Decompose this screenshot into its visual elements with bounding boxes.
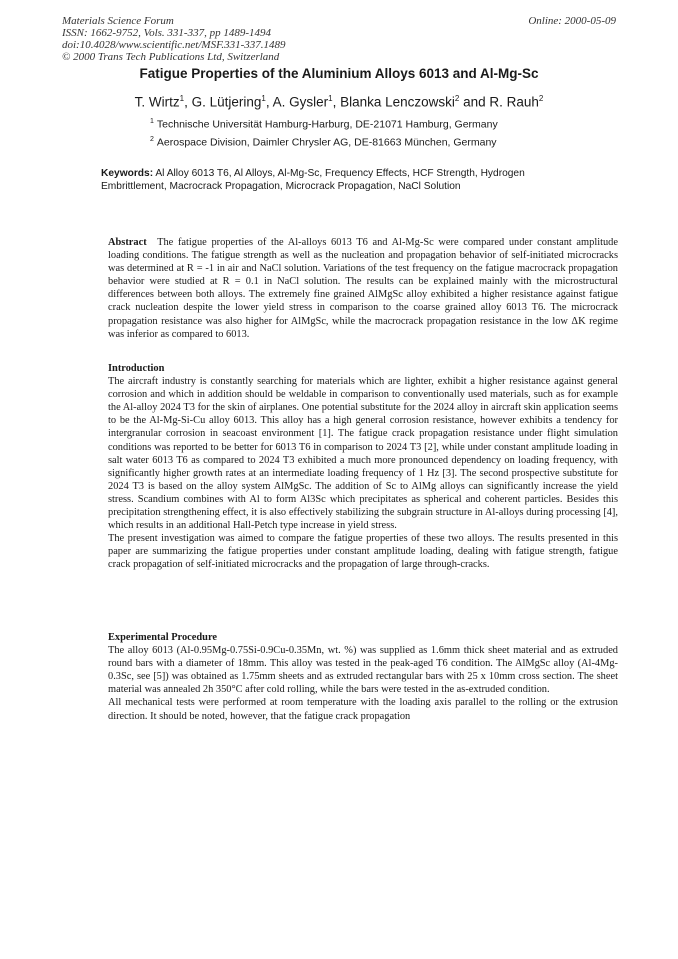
author: A. Gysler <box>272 94 329 110</box>
paper-title: Fatigue Properties of the Aluminium Alloys 6013 and Al-Mg-Sc <box>139 66 539 81</box>
abstract-text: The fatigue properties of the Al-alloys 6013 T6 and Al-Mg-Sc were compared under constant amplitude loading conditions. The fatigue strength as well as the nucleation and propagation behavior of self-initiated microcracks was determined at R = -1 in air and NaCl solution. Variations of the test frequency on the fatigue macrocrack propagation behavior were studied at R = 0.1 in NaCl solution. The results can be explained mainly with the microstructural differences between both alloys. The extremely fine grained AlMgSc alloy exhibited a higher resistance against fatigue crack nucleation despite the lower yield stress in comparison to the coarse grained alloy 6013 T6. The microcrack propagation resistance was also higher for AlMgSc, while the macrocrack propagation resistance in the low ΔK regime was inferior as compared to 6013. <box>108 237 618 340</box>
keywords-text: Al Alloy 6013 T6, Al Alloys, Al-Mg-Sc, Frequency Effects, HCF Strength, Hydrogen Embrittlement, Macrocrack Propagation, Microcrack Propagation, NaCl Solution <box>101 168 525 192</box>
author-affiliation-mark: 2 <box>454 94 460 103</box>
author: G. Lütjering <box>191 94 262 110</box>
introduction-section <box>108 362 618 572</box>
keywords-label: Keywords: <box>101 168 154 179</box>
affiliation-text: Aerospace Division, Daimler Chrysler AG, DE-81663 München, Germany <box>156 136 497 149</box>
affiliation <box>150 118 498 131</box>
author-affiliation-mark: 2 <box>538 94 544 103</box>
affiliation-number: 1 <box>150 118 154 125</box>
doi[interactable]: doi:10.4028/www.scientific.net/MSF.331-337.1489 <box>62 39 286 51</box>
paragraph: All mechanical tests were performed at room temperature with the loading axis parallel to the rolling or the extrusion direction. It should be noted, however, that the fatigue crack propagation <box>108 697 618 722</box>
abstract <box>108 236 618 341</box>
journal-name: Materials Science Forum <box>62 15 174 27</box>
author-affiliation-mark: 1 <box>179 94 185 103</box>
author: T. Wirtz <box>134 94 180 110</box>
paragraph: The present investigation was aimed to compare the fatigue properties of these two alloys. The results presented in this paper are summarizing the fatigue properties under constant amplitude loading, dealing with fatigue strength, fatigue crack propagation of self-initiated microcracks and the propagation of large through-cracks. <box>108 533 618 571</box>
author-affiliation-mark: 1 <box>261 94 266 103</box>
paragraph: The aircraft industry is constantly searching for materials which are lighter, exhibit a higher resistance against general corrosion and which in addition should be weldable in comparison to conventionally used materials, such as for example the Al-alloy 2024 T3 for the skin of airplanes. One potential substitute for the 2024 alloy in aircraft skin application seems to be the Al-Mg-Si-Cu alloy 6013. This alloy has a high general corrosion resistance, however exhibits a tendency for intergranular corrosion in seacoast environment [1]. The fatigue crack propagation resistance under flight simulation conditions was reported to be better for 6013 T6 in comparison to 2024 T3 [2], while under constant amplitude loading in salt water 6013 T6 as compared to 2024 T3 exhibited a much more pronounced dependency on loading frequency, with significantly higher growth rates at an intermediate loading frequency of 1 Hz [3]. The second prospective substitute for 2024 T3 is based on the alloy system AlMgSc. The addition of Sc to AlMg alloys can significantly increase the yield stress. Scandium combines with Al to form Al3Sc which precipitates as spherical and coherent particles. Besides this precipitation strengthening effect, it is also effectively stabilizing the subgrain structure in Al-alloys during processing [4], which results in an additional Hall-Petch type increase in yield stress. <box>108 376 618 532</box>
section-heading: Introduction <box>108 363 165 374</box>
author: Blanka Lenczowski <box>340 94 455 110</box>
affiliation-text: Technische Universität Hamburg-Harburg, DE-21071 Hamburg, Germany <box>156 118 498 131</box>
author: R. Rauh <box>489 94 539 110</box>
issn: ISSN: 1662-9752, Vols. 331-337, pp 1489-1494 <box>62 27 271 39</box>
copyright: © 2000 Trans Tech Publications Ltd, Switzerland <box>62 51 280 63</box>
paragraph: The alloy 6013 (Al-0.95Mg-0.75Si-0.9Cu-0.35Mn, wt. %) was supplied as 1.6mm thick sheet material and as extruded round bars with a diameter of 18mm. This alloy was tested in the peak-aged T6 condition. The AlMgSc alloy (Al-4Mg-0.3Sc, see [5]) was obtained as 1.75mm sheets and as extruded rectangular bars with 25 x 10mm cross section. The sheet material was annealed 2h 350°C after cold rolling, while the bars were tested in the as-extruded condition. <box>108 645 618 696</box>
section-heading: Experimental Procedure <box>108 632 217 643</box>
author-list: T. Wirtz$^1$, G. Lütjering$^1$, A. Gysler$^1$, Blanka Lenczowski$^2$ and R. Rauh$^2$ <box>134 94 544 110</box>
affiliation <box>150 136 497 149</box>
online-date: Online: 2000-05-09 <box>528 15 616 27</box>
abstract-label: Abstract <box>108 237 147 248</box>
author-affiliation-mark: 1 <box>328 94 333 103</box>
page-header <box>62 15 616 63</box>
keywords <box>101 168 541 193</box>
affiliation-number: 2 <box>150 136 154 143</box>
experimental-section <box>108 631 618 723</box>
